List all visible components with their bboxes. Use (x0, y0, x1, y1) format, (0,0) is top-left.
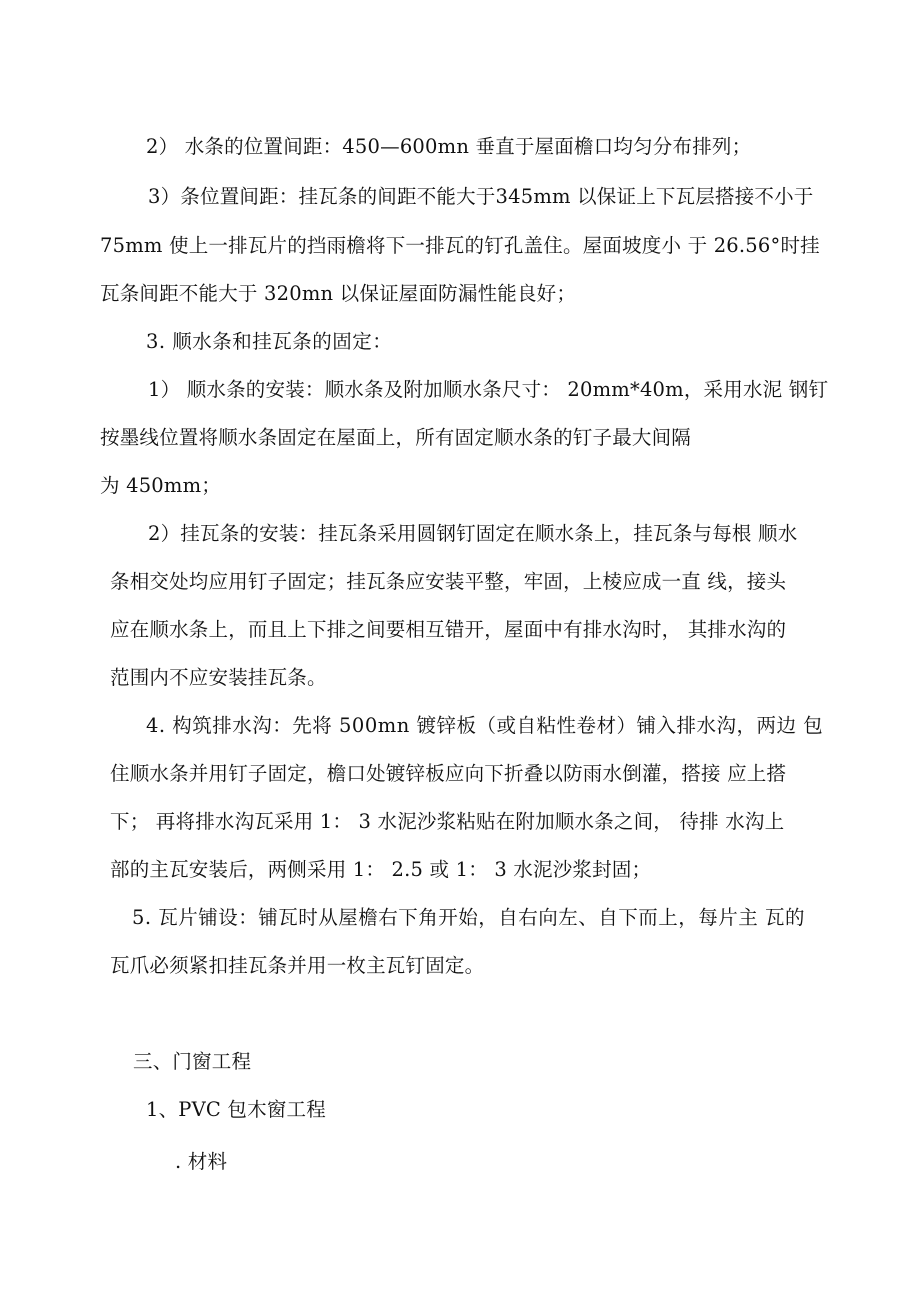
paragraph-line: 条相交处均应用钉子固定；挂瓦条应安装平整，牢固，上棱应成一直 线，接头 (110, 570, 787, 593)
paragraph-line: 2）挂瓦条的安装：挂瓦条采用圆钢钉固定在顺水条上，挂瓦条与每根 顺水 (148, 522, 798, 545)
paragraph-line: 部的主瓦安装后，两侧采用 1： 2.5 或 1： 3 水泥沙浆封固； (110, 858, 652, 881)
section-heading: 3. 顺水条和挂瓦条的固定： (146, 330, 393, 353)
paragraph-line: 下； 再将排水沟瓦采用 1： 3 水泥沙浆粘贴在附加顺水条之间， 待排 水沟上 (110, 810, 785, 833)
paragraph-line: 住顺水条并用钉子固定，檐口处镀锌板应向下折叠以防雨水倒灌，搭接 应上搭 (110, 762, 787, 785)
paragraph-line: 为 450mm； (100, 474, 221, 497)
paragraph-line: 应在顺水条上，而且上下排之间要相互错开，屋面中有排水沟时， 其排水沟的 (110, 618, 787, 641)
paragraph-line: 75mm 使上一排瓦片的挡雨檐将下一排瓦的钉孔盖住。屋面坡度小 于 26.56°时挂 (100, 234, 820, 257)
section-heading: 4. 构筑排水沟：先将 500mn 镀锌板（或自粘性卷材）铺入排水沟，两边 包 (146, 714, 824, 737)
paragraph-line: 2） 水条的位置间距：450—600mn 垂直于屋面檐口均匀分布排列； (146, 135, 752, 158)
paragraph-line: 3）条位置间距：挂瓦条的间距不能大于345mm 以保证上下瓦层搭接不小于 (148, 185, 814, 208)
chapter-heading: 三、门窗工程 (133, 1050, 252, 1073)
paragraph-line: 按墨线位置将顺水条固定在屋面上，所有固定顺水条的钉子最大间隔 (100, 426, 692, 449)
section-heading: 5. 瓦片铺设：铺瓦时从屋檐右下角开始，自右向左、自下而上，每片主 瓦的 (132, 906, 806, 929)
subsection-heading: . 材料 (175, 1150, 228, 1173)
paragraph-line: 瓦条间距不能大于 320mn 以保证屋面防漏性能良好； (100, 282, 577, 305)
paragraph-line: 范围内不应安装挂瓦条。 (110, 666, 327, 689)
paragraph-line: 1） 顺水条的安装：顺水条及附加顺水条尺寸： 20mm*40m，采用水泥 钢钉 (148, 378, 829, 401)
subsection-heading: 1、PVC 包木窗工程 (146, 1098, 326, 1121)
paragraph-line: 瓦爪必须紧扣挂瓦条并用一枚主瓦钉固定。 (110, 954, 485, 977)
